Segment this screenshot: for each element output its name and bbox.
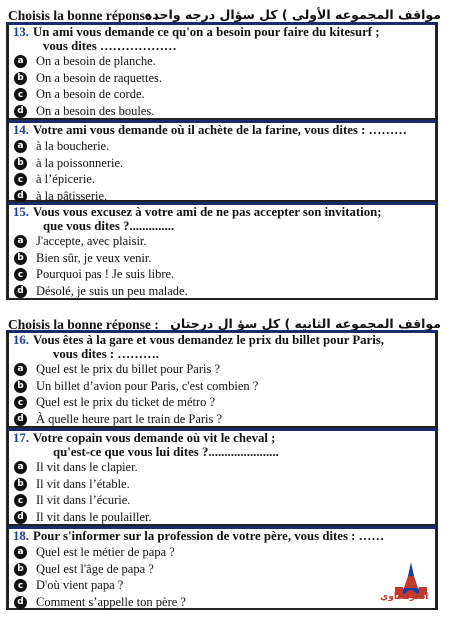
option-a[interactable]: [9, 361, 435, 378]
question-16-prompt-line-2: vous dites : ……….: [53, 347, 159, 361]
option-text: On a besoin de planche.: [36, 53, 156, 68]
option-text: On a besoin des boules.: [36, 103, 155, 118]
option-badge-a: a: [14, 461, 27, 474]
option-b[interactable]: [9, 561, 435, 578]
option-text: À quelle heure part le train de Paris ?: [36, 411, 223, 426]
question-14-prompt: [9, 123, 435, 137]
option-text: On a besoin de raquettes.: [36, 70, 163, 85]
option-badge-d: d: [14, 285, 27, 298]
question-line-1: Votre ami vous demande où il achète de la farine, vous dites : ………: [33, 123, 407, 137]
option-text: Bien sûr, je veux venir.: [36, 250, 152, 265]
option-text: Désolé, je suis un peu malade.: [36, 283, 188, 298]
option-c[interactable]: [9, 492, 435, 509]
option-d[interactable]: [9, 509, 435, 526]
question-number: 15.: [13, 205, 29, 219]
question-18-prompt: [9, 529, 435, 543]
option-c[interactable]: [9, 266, 435, 283]
option-badge-a: a: [14, 140, 27, 153]
option-c[interactable]: [9, 577, 435, 594]
option-badge-c: c: [14, 268, 27, 281]
option-text: à l’épicerie.: [36, 172, 95, 187]
option-badge-b: b: [14, 252, 27, 265]
option-text: Il vit dans l’étable.: [36, 476, 130, 491]
option-c[interactable]: [9, 86, 435, 103]
option-text: à la boucherie.: [36, 138, 110, 153]
option-text: à la pâtisserie.: [36, 188, 108, 203]
group-1-header: [0, 6, 455, 23]
option-badge-c: c: [14, 494, 27, 507]
group-1-title-ar: مواقف المجموعه الأولى ) كل سؤال درجه واحده: [144, 7, 441, 22]
option-text: Il vit dans l’écurie.: [36, 493, 131, 508]
option-d[interactable]: [9, 283, 435, 300]
group-2-title-fr: Choisis la bonne réponse :: [8, 317, 159, 332]
question-18-box: [6, 526, 438, 610]
option-badge-d: d: [14, 105, 27, 118]
question-15-box: [6, 202, 438, 300]
question-line-1: Vous êtes à la gare et vous demandez le prix du billet pour Paris,: [33, 333, 384, 347]
option-b[interactable]: [9, 378, 435, 395]
option-text: On a besoin de corde.: [36, 87, 145, 102]
question-17-box: [6, 428, 438, 526]
question-13-prompt: [9, 25, 435, 39]
option-badge-b: b: [14, 478, 27, 491]
option-d[interactable]: [9, 594, 435, 611]
question-line-1: Vous vous excusez à votre ami de ne pas accepter son invitation;: [33, 205, 382, 219]
logo-text: الفرنساوي: [380, 592, 429, 602]
question-line-1: Votre copain vous demande où vit le cheval ;: [33, 431, 276, 445]
option-badge-d: d: [14, 596, 27, 609]
option-badge-d: d: [14, 190, 27, 203]
option-badge-c: c: [14, 396, 27, 409]
option-text: Il vit dans le poulailler.: [36, 509, 152, 524]
option-badge-c: c: [14, 173, 27, 186]
question-17-prompt: [9, 431, 435, 445]
option-badge-a: a: [14, 363, 27, 376]
option-text: Quel est le prix du billet pour Paris ?: [36, 361, 220, 376]
option-a[interactable]: [9, 544, 435, 561]
option-b[interactable]: [9, 250, 435, 267]
option-d[interactable]: [9, 411, 435, 428]
question-number: 16.: [13, 333, 29, 347]
question-number: 14.: [13, 123, 29, 137]
question-line-1: Pour s'informer sur la profession de votre père, vous dites : ……: [33, 529, 385, 543]
option-b[interactable]: [9, 476, 435, 493]
option-text: Quel est l'âge de papa ?: [36, 561, 154, 576]
option-badge-b: b: [14, 380, 27, 393]
question-16-prompt: [9, 333, 435, 347]
option-c[interactable]: [9, 394, 435, 411]
option-text: Comment s’appelle ton père ?: [36, 594, 186, 609]
option-a[interactable]: [9, 53, 435, 70]
option-text: à la poissonnerie.: [36, 155, 124, 170]
question-15-prompt-line-2: que vous dites ?..............: [43, 219, 175, 233]
question-13-box: [6, 22, 438, 120]
option-text: J'accepte, avec plaisir.: [36, 233, 147, 248]
option-badge-c: c: [14, 88, 27, 101]
option-text: Il vit dans le clapier.: [36, 459, 138, 474]
option-a[interactable]: [9, 459, 435, 476]
option-text: Quel est le métier de papa ?: [36, 544, 175, 559]
option-badge-b: b: [14, 157, 27, 170]
question-number: 18.: [13, 529, 29, 543]
option-badge-d: d: [14, 413, 27, 426]
option-badge-d: d: [14, 511, 27, 524]
question-16-box: [6, 330, 438, 428]
option-text: Pourquoi pas ! Je suis libre.: [36, 267, 175, 282]
question-13-prompt-line-2: vous dites ………………: [43, 39, 177, 53]
option-badge-b: b: [14, 563, 27, 576]
option-text: Un billet d’avion pour Paris, c'est combien ?: [36, 378, 259, 393]
option-a[interactable]: [9, 138, 435, 155]
question-14-box: [6, 120, 438, 202]
option-badge-c: c: [14, 579, 27, 592]
option-a[interactable]: [9, 233, 435, 250]
question-number: 13.: [13, 25, 29, 39]
option-d[interactable]: [9, 103, 435, 120]
option-badge-a: a: [14, 546, 27, 559]
group-2-title-ar: مواقف المجموعه الثانيه ) كل سؤ ال درجتان: [170, 316, 441, 331]
option-badge-b: b: [14, 72, 27, 85]
group-1: [0, 6, 455, 23]
option-b[interactable]: [9, 70, 435, 87]
question-15-prompt: [9, 205, 435, 219]
question-number: 17.: [13, 431, 29, 445]
group-1-title-fr: Choisis la bonne réponse :: [8, 8, 159, 23]
option-badge-a: a: [14, 235, 27, 248]
option-c[interactable]: [9, 171, 435, 188]
question-17-prompt-line-2: qu'est-ce que vous lui dites ?......................: [53, 445, 279, 459]
option-text: D'où vient papa ?: [36, 578, 124, 593]
option-text: Quel est le prix du ticket de métro ?: [36, 395, 216, 410]
option-b[interactable]: [9, 155, 435, 172]
option-badge-a: a: [14, 55, 27, 68]
question-line-1: Un ami vous demande ce qu'on a besoin pour faire du kitesurf ;: [33, 25, 380, 39]
